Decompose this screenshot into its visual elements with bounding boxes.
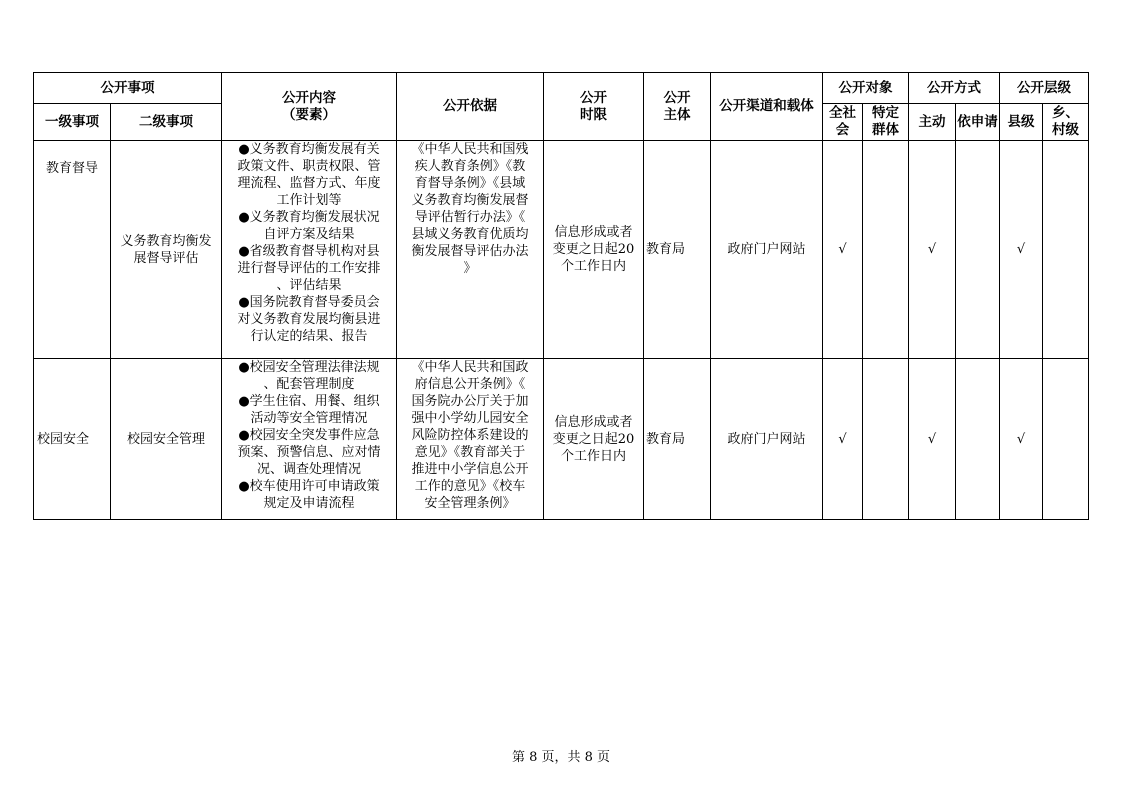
cell-line: 义务教育均衡发 [120, 233, 212, 249]
cell-line: 个工作日内 [560, 448, 626, 464]
header-target-all [823, 104, 863, 141]
header-level-village-line1: 乡、 [1052, 105, 1079, 121]
cell-line: 行认定的结果、报告 [250, 329, 368, 344]
header-level-village [1043, 104, 1089, 141]
cell-line: 安全管理条例》 [424, 496, 516, 511]
header-subject-line2: 主体 [663, 106, 691, 123]
cell-level1: 校园安全 [34, 359, 111, 520]
header-level2: 二级事项 [111, 104, 222, 141]
cell-target-all: √ [823, 359, 863, 520]
cell-target-group [863, 359, 909, 520]
cell-line: ●义务教育均衡发展状况 [238, 210, 380, 225]
page-footer: 第 8 页，共 8 页 [511, 750, 611, 765]
cell-content [222, 141, 397, 359]
cell-basis [397, 141, 544, 359]
cell-level-village [1043, 141, 1089, 359]
cell-line: 信息形成或者 [554, 225, 633, 240]
cell-level-county: √ [1000, 359, 1043, 520]
cell-subject: 教育局 [644, 359, 711, 520]
cell-line: 理流程、监督方式、年度 [237, 176, 381, 191]
cell-line: 义务教育均衡发展督 [411, 193, 529, 208]
header-target: 公开对象 [823, 73, 909, 104]
cell-line: ●省级教育督导机构对县 [238, 244, 380, 259]
cell-line: ●校园安全突发事件应急 [238, 428, 380, 443]
cell-line: 况、调查处理情况 [256, 462, 361, 477]
cell-channel: 政府门户网站 [711, 359, 823, 520]
header-content-line1: 公开内容 [282, 89, 336, 106]
header-channel: 公开渠道和载体 [711, 73, 823, 141]
header-target-all-line1: 全社 [829, 105, 856, 121]
header-content-line2: （要素） [282, 106, 336, 123]
cell-line: 国务院办公厅关于加 [411, 394, 529, 409]
cell-line: ●学生住宿、用餐、组织 [238, 394, 380, 409]
cell-line: 意见》《教育部关于 [414, 445, 526, 460]
cell-line: 工作的意见》《校车 [414, 479, 526, 494]
header-period-line2: 时限 [580, 106, 607, 123]
cell-line: 》 [463, 261, 477, 276]
cell-line: 、配套管理制度 [263, 377, 355, 392]
cell-line: 导评估暂行办法》《 [414, 210, 526, 225]
cell-line: 育督导条例》《县域 [414, 176, 526, 191]
cell-line: 信息形成或者 [554, 414, 633, 430]
header-method-active: 主动 [909, 104, 956, 141]
header-level-county: 县级 [1000, 104, 1043, 141]
cell-line: 衡发展督导评估办法 [411, 244, 529, 259]
header-items: 公开事项 [34, 73, 222, 104]
cell-line: 府信息公开条例》《 [414, 377, 526, 392]
cell-target-all: √ [823, 141, 863, 359]
cell-level2 [111, 141, 222, 359]
cell-line: 推进中小学信息公开 [411, 462, 529, 477]
cell-target-group [863, 141, 909, 359]
cell-line: 展督导评估 [133, 250, 199, 266]
cell-line: 规定及申请流程 [263, 496, 355, 511]
header-subject-line1: 公开 [663, 89, 691, 106]
table-row [34, 141, 1089, 359]
header-target-all-line2: 会 [835, 122, 850, 138]
header-target-group [863, 104, 909, 141]
cell-line: 政策文件、职责权限、管 [237, 159, 381, 174]
cell-channel: 政府门户网站 [711, 141, 823, 359]
cell-basis [397, 359, 544, 520]
disclosure-table [33, 72, 1089, 520]
cell-period [544, 359, 644, 520]
cell-level2 [111, 359, 222, 520]
cell-line: 风险防控体系建设的 [411, 428, 529, 443]
cell-line: 变更之日起20 [552, 242, 635, 257]
header-period [544, 73, 644, 141]
cell-line: 对义务教育发展均衡县进 [237, 312, 381, 327]
header-basis: 公开依据 [397, 73, 544, 141]
cell-line: ●校车使用许可申请政策 [238, 479, 380, 494]
cell-period [544, 141, 644, 359]
cell-line: 个工作日内 [560, 259, 626, 274]
cell-level1: 教育督导 [34, 141, 111, 359]
cell-line: 《中华人民共和国残 [411, 142, 529, 157]
cell-method-request [956, 359, 1000, 520]
cell-line: ●义务教育均衡发展有关 [238, 142, 380, 157]
cell-line: ●国务院教育督导委员会 [238, 295, 380, 310]
cell-line: 强中小学幼儿园安全 [411, 411, 529, 426]
cell-line: 、评估结果 [276, 278, 342, 293]
cell-line: 活动等安全管理情况 [250, 411, 368, 426]
header-level-village-line2: 村级 [1052, 122, 1079, 138]
header-target-group-line1: 特定 [872, 105, 899, 121]
cell-level-village [1043, 359, 1089, 520]
table-row [34, 359, 1089, 520]
cell-line: 疾人教育条例》《教 [414, 159, 526, 174]
cell-line: 自评方案及结果 [263, 227, 355, 242]
cell-method-request [956, 141, 1000, 359]
cell-method-active: √ [909, 359, 956, 520]
header-method: 公开方式 [909, 73, 1000, 104]
header-level1: 一级事项 [34, 104, 111, 141]
cell-line: 进行督导评估的工作安排 [237, 261, 381, 276]
header-content [222, 73, 397, 141]
header-period-line1: 公开 [580, 89, 607, 106]
header-level: 公开层级 [1000, 73, 1089, 104]
cell-line: 《中华人民共和国政 [411, 360, 529, 375]
cell-method-active: √ [909, 141, 956, 359]
cell-line: 预案、预警信息、应对情 [237, 445, 381, 460]
header-subject [644, 73, 711, 141]
cell-line: ●校园安全管理法律法规 [238, 360, 380, 375]
cell-level-county: √ [1000, 141, 1043, 359]
cell-line: 县域义务教育优质均 [411, 227, 529, 242]
header-row-1 [34, 73, 1089, 104]
cell-line: 校园安全管理 [126, 431, 205, 447]
header-method-request: 依申请 [956, 104, 1000, 141]
header-target-group-line2: 群体 [872, 122, 899, 138]
cell-content [222, 359, 397, 520]
cell-line: 变更之日起20 [552, 431, 635, 447]
cell-subject: 教育局 [644, 141, 711, 359]
cell-line: 工作计划等 [276, 193, 342, 208]
